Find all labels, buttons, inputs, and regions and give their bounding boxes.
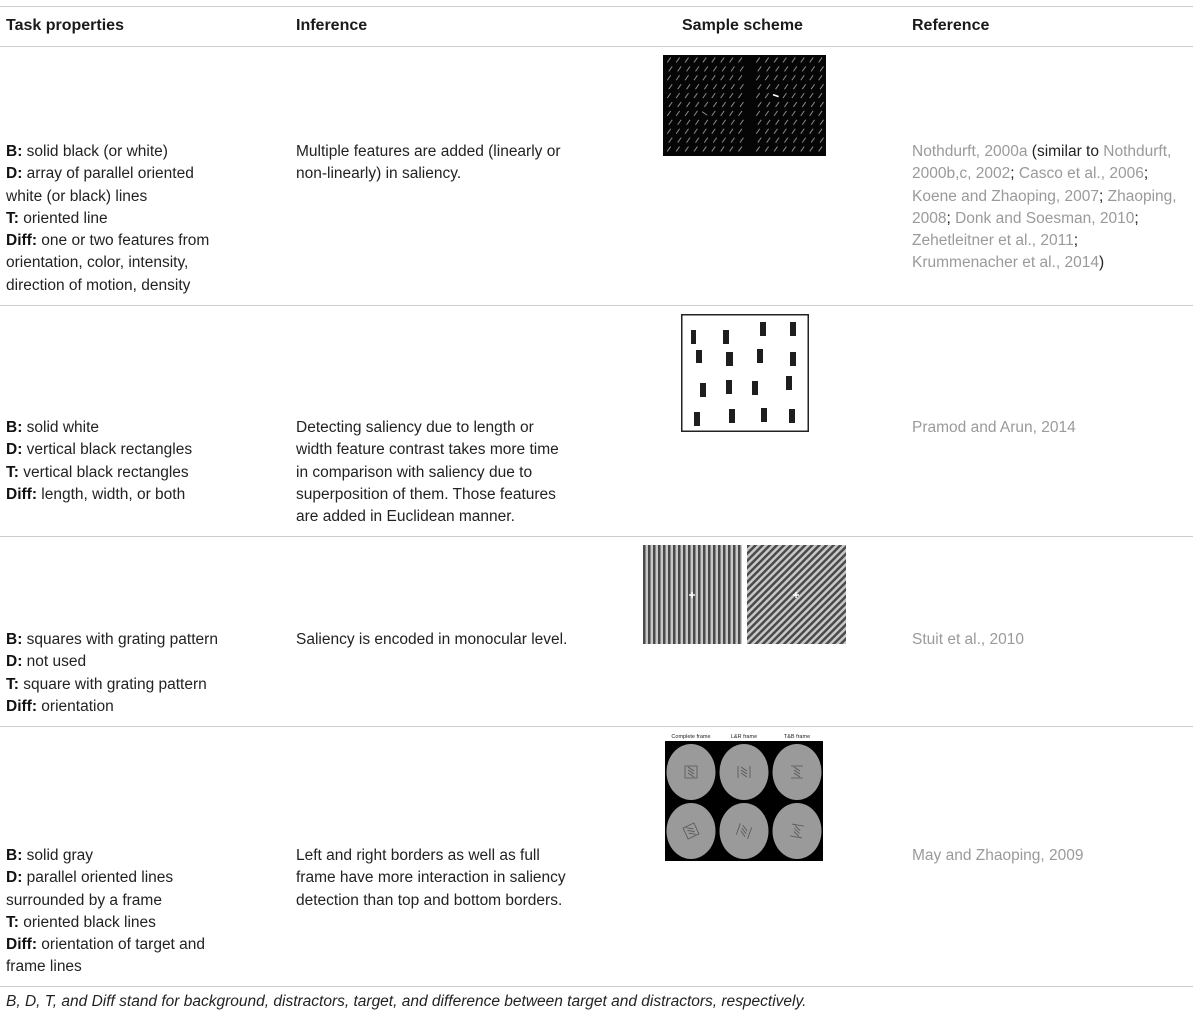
black-rectangle	[760, 322, 766, 336]
reference-link[interactable]: Nothdurft,	[1103, 143, 1172, 160]
task-key: Diff:	[6, 485, 37, 503]
black-rectangle	[757, 349, 763, 363]
row-rule-1	[0, 305, 1193, 306]
table-bottom-rule	[0, 986, 1193, 987]
reference-link[interactable]: Koene and Zhaoping, 2007	[912, 187, 1100, 205]
reference-line	[912, 230, 1197, 252]
task-key: Diff:	[6, 232, 37, 250]
black-rectangle	[752, 381, 758, 395]
task-text: solid black (or white)	[22, 143, 168, 160]
reference-link[interactable]: May and Zhaoping, 2009	[912, 847, 1084, 864]
task-key: T:	[6, 913, 19, 931]
task-text: vertical black rectangles	[18, 463, 189, 481]
black-rectangle	[694, 412, 700, 426]
task-line	[6, 141, 286, 163]
reference-link[interactable]: Nothdurft, 2000a	[912, 143, 1028, 160]
inference-line: detection than top and bottom borders.	[296, 891, 563, 909]
inference-line: frame have more interaction in saliency	[296, 869, 566, 887]
task-line	[6, 629, 286, 651]
task-text: oriented line	[18, 209, 108, 227]
task-key: D:	[6, 869, 23, 887]
reference-line	[912, 208, 1197, 230]
row-4-reference	[912, 845, 1197, 867]
reference-text: ;	[1073, 232, 1079, 250]
task-key: T:	[6, 463, 19, 481]
reference-link[interactable]: Zehetleitner et al., 2011	[912, 232, 1074, 250]
task-text: orientation	[37, 697, 114, 715]
black-rectangle	[789, 409, 795, 423]
reference-link[interactable]: Pramod and Arun, 2014	[912, 419, 1076, 436]
black-rectangle	[691, 330, 696, 344]
reference-text: ;	[946, 209, 956, 227]
row-1-task	[6, 141, 286, 297]
task-key: Diff:	[6, 697, 37, 715]
task-line	[6, 934, 286, 956]
task-key: D:	[6, 441, 23, 459]
reference-line	[912, 629, 1197, 651]
row-1-reference	[912, 141, 1197, 275]
reference-line	[912, 141, 1197, 163]
task-text: solid white	[22, 419, 100, 436]
task-text: orientation, color, intensity,	[6, 254, 189, 272]
task-text: squares with grating pattern	[22, 631, 218, 648]
black-rectangle	[700, 383, 706, 397]
task-key: D:	[6, 165, 23, 183]
header-reference: Reference	[912, 17, 990, 34]
task-key: Diff:	[6, 936, 37, 954]
task-line	[6, 651, 286, 673]
reference-text: ;	[1099, 187, 1108, 205]
task-key: T:	[6, 209, 19, 227]
reference-link[interactable]: Stuit et al., 2010	[912, 631, 1025, 648]
header-task-properties: Task properties	[6, 17, 124, 34]
inference-line: Left and right borders as well as full	[296, 847, 540, 864]
sample-scheme-oriented-lines-image	[663, 55, 826, 156]
task-line	[6, 439, 286, 461]
black-rectangle	[786, 376, 792, 390]
black-rectangle	[790, 352, 796, 366]
inference-line: Multiple features are added (linearly or	[296, 143, 561, 160]
reference-link[interactable]: Casco et al., 2006	[1018, 165, 1144, 183]
task-text: square with grating pattern	[18, 675, 207, 693]
task-text: one or two features from	[37, 232, 210, 250]
task-line	[6, 230, 286, 252]
inference-line: in comparison with saliency due to	[296, 463, 533, 481]
row-2-reference	[912, 417, 1197, 439]
black-rectangle	[790, 322, 796, 336]
inference-line: are added in Euclidean manner.	[296, 508, 515, 526]
row-rule-2	[0, 536, 1193, 537]
table-top-rule	[0, 6, 1193, 7]
row-rule-3	[0, 726, 1193, 727]
task-line	[6, 163, 286, 185]
sample-scheme-grating-left-image	[643, 545, 742, 644]
task-key: B:	[6, 419, 23, 436]
task-line	[6, 956, 286, 978]
task-line	[6, 696, 286, 718]
inference-line: width feature contrast takes more time	[296, 441, 559, 459]
sample-scheme-grating-right-image	[747, 545, 846, 644]
reference-line	[912, 417, 1197, 439]
task-text: direction of motion, density	[6, 276, 191, 294]
task-text: oriented black lines	[18, 913, 156, 931]
task-text: frame lines	[6, 958, 82, 976]
task-line	[6, 208, 286, 230]
black-rectangle	[723, 330, 729, 344]
scheme-label-lr-frame: L&R frame	[730, 734, 758, 740]
header-rule	[0, 46, 1193, 47]
task-line	[6, 912, 286, 934]
task-line	[6, 252, 286, 274]
task-line	[6, 462, 286, 484]
task-text: not used	[22, 653, 87, 671]
reference-text: (similar to	[1027, 143, 1104, 160]
reference-link[interactable]: 2000b,c, 2002	[912, 165, 1011, 183]
task-line	[6, 484, 286, 506]
row-2-inference	[296, 417, 626, 528]
row-2-task	[6, 417, 286, 506]
reference-link[interactable]: 2008	[912, 209, 947, 227]
task-text: orientation of target and	[37, 936, 206, 954]
header-inference: Inference	[296, 17, 368, 34]
scheme-label-tb-frame: T&B frame	[783, 734, 811, 740]
inference-line: Detecting saliency due to length or	[296, 419, 534, 436]
row-3-reference	[912, 629, 1197, 651]
task-text: length, width, or both	[37, 485, 186, 503]
task-key: B:	[6, 143, 23, 160]
row-3-task	[6, 629, 286, 718]
row-4-inference	[296, 845, 626, 912]
inference-line: non-linearly) in saliency.	[296, 165, 462, 183]
task-line	[6, 845, 286, 867]
task-line	[6, 674, 286, 696]
task-text: white (or black) lines	[6, 187, 148, 205]
sample-scheme-frames-image	[664, 731, 824, 862]
black-rectangle	[696, 350, 702, 363]
reference-link[interactable]: Krummenacher et al., 2014	[912, 254, 1099, 272]
header-sample-scheme: Sample scheme	[682, 17, 803, 34]
reference-text: )	[1098, 254, 1105, 272]
row-3-inference	[296, 629, 626, 651]
task-key: T:	[6, 675, 19, 693]
task-text: array of parallel oriented	[22, 165, 194, 183]
row-4-task	[6, 845, 286, 979]
task-key: B:	[6, 847, 23, 864]
scheme-label-complete-frame: Complete frame	[671, 734, 711, 740]
task-key: D:	[6, 653, 23, 671]
inference-line: Saliency is encoded in monocular level.	[296, 631, 568, 648]
task-text: solid gray	[22, 847, 94, 864]
sample-scheme-rectangles-image	[681, 314, 809, 432]
black-rectangle	[729, 409, 735, 423]
black-rectangle	[761, 408, 767, 422]
reference-text: ;	[1143, 165, 1149, 183]
task-line	[6, 275, 286, 297]
reference-line	[912, 252, 1197, 274]
task-text: surrounded by a frame	[6, 891, 162, 909]
task-key: B:	[6, 631, 23, 648]
task-line	[6, 867, 286, 889]
reference-line	[912, 163, 1197, 185]
task-text: parallel oriented lines	[22, 869, 174, 887]
task-line	[6, 417, 286, 439]
task-line	[6, 186, 286, 208]
reference-line	[912, 186, 1197, 208]
reference-link[interactable]: Donk and Soesman, 2010	[955, 209, 1135, 227]
black-rectangle	[726, 380, 732, 394]
reference-text: ;	[1134, 209, 1139, 227]
inference-line: superposition of them. Those features	[296, 485, 556, 503]
task-line	[6, 890, 286, 912]
reference-line	[912, 845, 1197, 867]
row-1-inference	[296, 141, 626, 186]
black-rectangle	[726, 352, 733, 366]
table-footnote: B, D, T, and Diff stand for background, distractors, target, and difference between target and distractors, respectively.	[6, 993, 807, 1010]
task-text: vertical black rectangles	[22, 441, 193, 459]
reference-link[interactable]: Zhaoping,	[1107, 187, 1177, 205]
reference-text: ;	[1010, 165, 1019, 183]
